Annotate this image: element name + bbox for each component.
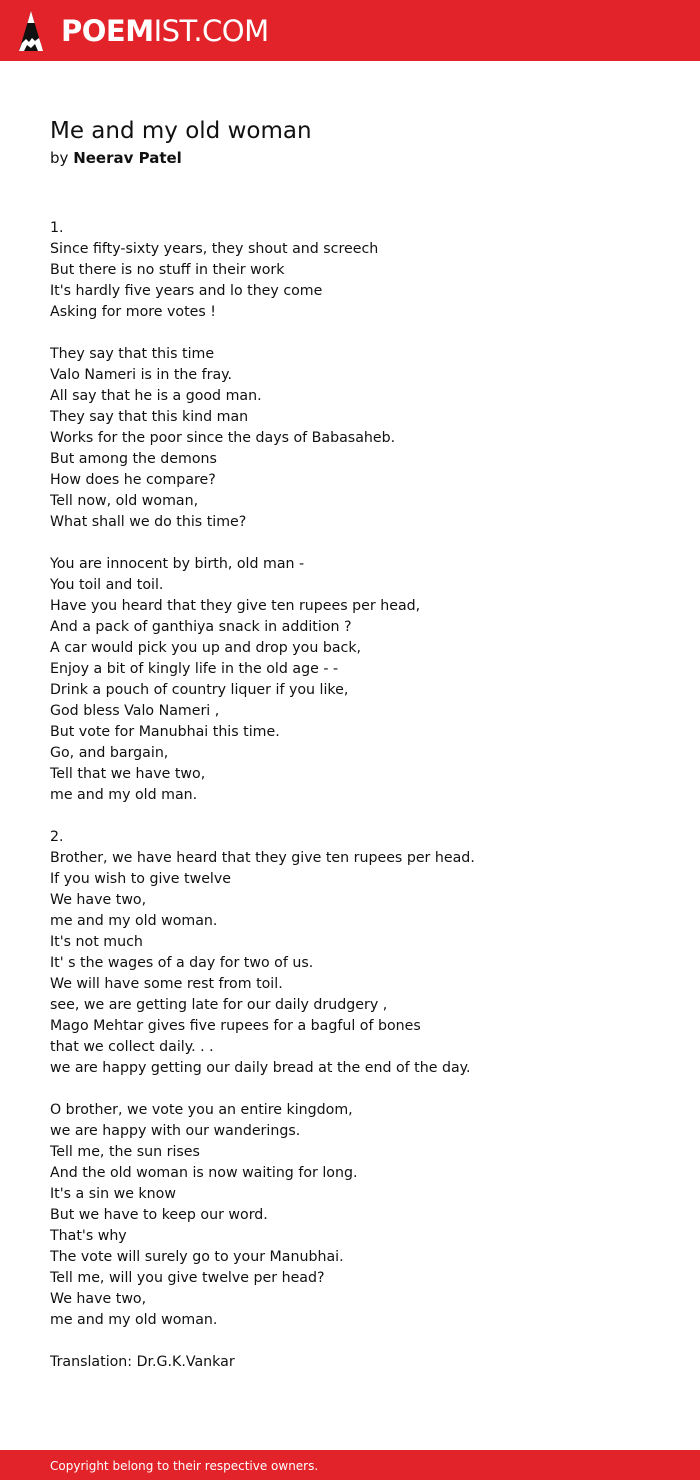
poem-line: It' s the wages of a day for two of us. — [50, 955, 314, 971]
poem-line: That's why — [50, 1228, 127, 1244]
pencil-logo-icon — [18, 10, 44, 52]
poem-line: Go, and bargain, — [50, 745, 169, 761]
poem-line: Works for the poor since the days of Babasaheb. — [50, 430, 396, 446]
poem-line: They say that this time — [50, 346, 215, 362]
poem-line: You toil and toil. — [50, 577, 164, 593]
logo-text-bold: POEM — [61, 14, 154, 48]
poem-line: But vote for Manubhai this time. — [50, 724, 280, 740]
poem-line: But there is no stuff in their work — [50, 262, 285, 278]
logo-text-light: IST.COM — [153, 14, 269, 48]
poem-line: The vote will surely go to your Manubhai. — [50, 1249, 344, 1265]
poem-line: They say that this kind man — [50, 409, 249, 425]
poem-line: Brother, we have heard that they give ten rupees per head. — [50, 850, 475, 866]
poem-line: How does he compare? — [50, 472, 216, 488]
poem-line: O brother, we vote you an entire kingdom, — [50, 1102, 353, 1118]
poem-stanza — [50, 827, 670, 1079]
poem-line: Drink a pouch of country liquer if you like, — [50, 682, 349, 698]
byline — [50, 148, 182, 169]
poem-line: We have two, — [50, 1291, 147, 1307]
poem-stanza — [50, 1100, 670, 1331]
poem-line: see, we are getting late for our daily drudgery , — [50, 997, 388, 1013]
poem-line: And the old woman is now waiting for long. — [50, 1165, 358, 1181]
poem-stanza — [50, 218, 670, 323]
poem-line: Mago Mehtar gives five rupees for a bagful of bones — [50, 1018, 421, 1034]
site-footer — [0, 1450, 700, 1480]
poem-line: You are innocent by birth, old man - — [50, 556, 305, 572]
poem-title: Me and my old woman — [50, 118, 312, 144]
poem-line: And a pack of ganthiya snack in addition ? — [50, 619, 352, 635]
poem-line: Translation: Dr.G.K.Vankar — [50, 1354, 235, 1370]
poem-line: Tell that we have two, — [50, 766, 206, 782]
site-header — [0, 0, 700, 61]
stanza-gap — [50, 533, 670, 554]
stanza-gap — [50, 323, 670, 344]
poem-line: that we collect daily. . . — [50, 1039, 214, 1055]
poem-line: Since fifty-sixty years, they shout and screech — [50, 241, 379, 257]
site-logo-text — [61, 10, 269, 52]
poem-line: But among the demons — [50, 451, 217, 467]
poem-line: Valo Nameri is in the fray. — [50, 367, 233, 383]
stanza-gap — [50, 1079, 670, 1100]
stanza-gap — [50, 1331, 670, 1352]
poem-line: we are happy getting our daily bread at the end of the day. — [50, 1060, 471, 1076]
poem-line: Have you heard that they give ten rupees per head, — [50, 598, 421, 614]
poem-stanza — [50, 1352, 670, 1373]
copyright-text: Copyright belong to their respective owners. — [50, 1459, 319, 1473]
poem-line: we are happy with our wanderings. — [50, 1123, 301, 1139]
poem-line: If you wish to give twelve — [50, 871, 232, 887]
stanza-gap — [50, 806, 670, 827]
poem-line: 1. — [50, 220, 64, 236]
poem-line: Enjoy a bit of kingly life in the old age - - — [50, 661, 339, 677]
poem-line: 2. — [50, 829, 64, 845]
author-name: Neerav Patel — [73, 149, 182, 167]
poem-stanza — [50, 554, 670, 806]
poem-line: me and my old woman. — [50, 913, 218, 929]
poem-line: Asking for more votes ! — [50, 304, 216, 320]
site-logo[interactable] — [18, 10, 269, 52]
poem-line: All say that he is a good man. — [50, 388, 262, 404]
poem-body — [50, 218, 670, 1373]
poem-line: It's hardly five years and lo they come — [50, 283, 323, 299]
poem-line: God bless Valo Nameri , — [50, 703, 220, 719]
poem-line: me and my old man. — [50, 787, 198, 803]
poem-line: It's a sin we know — [50, 1186, 176, 1202]
poem-line: But we have to keep our word. — [50, 1207, 268, 1223]
poem-line: Tell me, will you give twelve per head? — [50, 1270, 325, 1286]
poem-line: Tell now, old woman, — [50, 493, 199, 509]
poem-line: me and my old woman. — [50, 1312, 218, 1328]
poem-stanza — [50, 344, 670, 533]
poem-line: It's not much — [50, 934, 143, 950]
poem-line: A car would pick you up and drop you back, — [50, 640, 362, 656]
poem-line: We have two, — [50, 892, 147, 908]
poem-line: We will have some rest from toil. — [50, 976, 283, 992]
by-label: by — [50, 149, 69, 167]
poem-line: What shall we do this time? — [50, 514, 247, 530]
poem-line: Tell me, the sun rises — [50, 1144, 200, 1160]
